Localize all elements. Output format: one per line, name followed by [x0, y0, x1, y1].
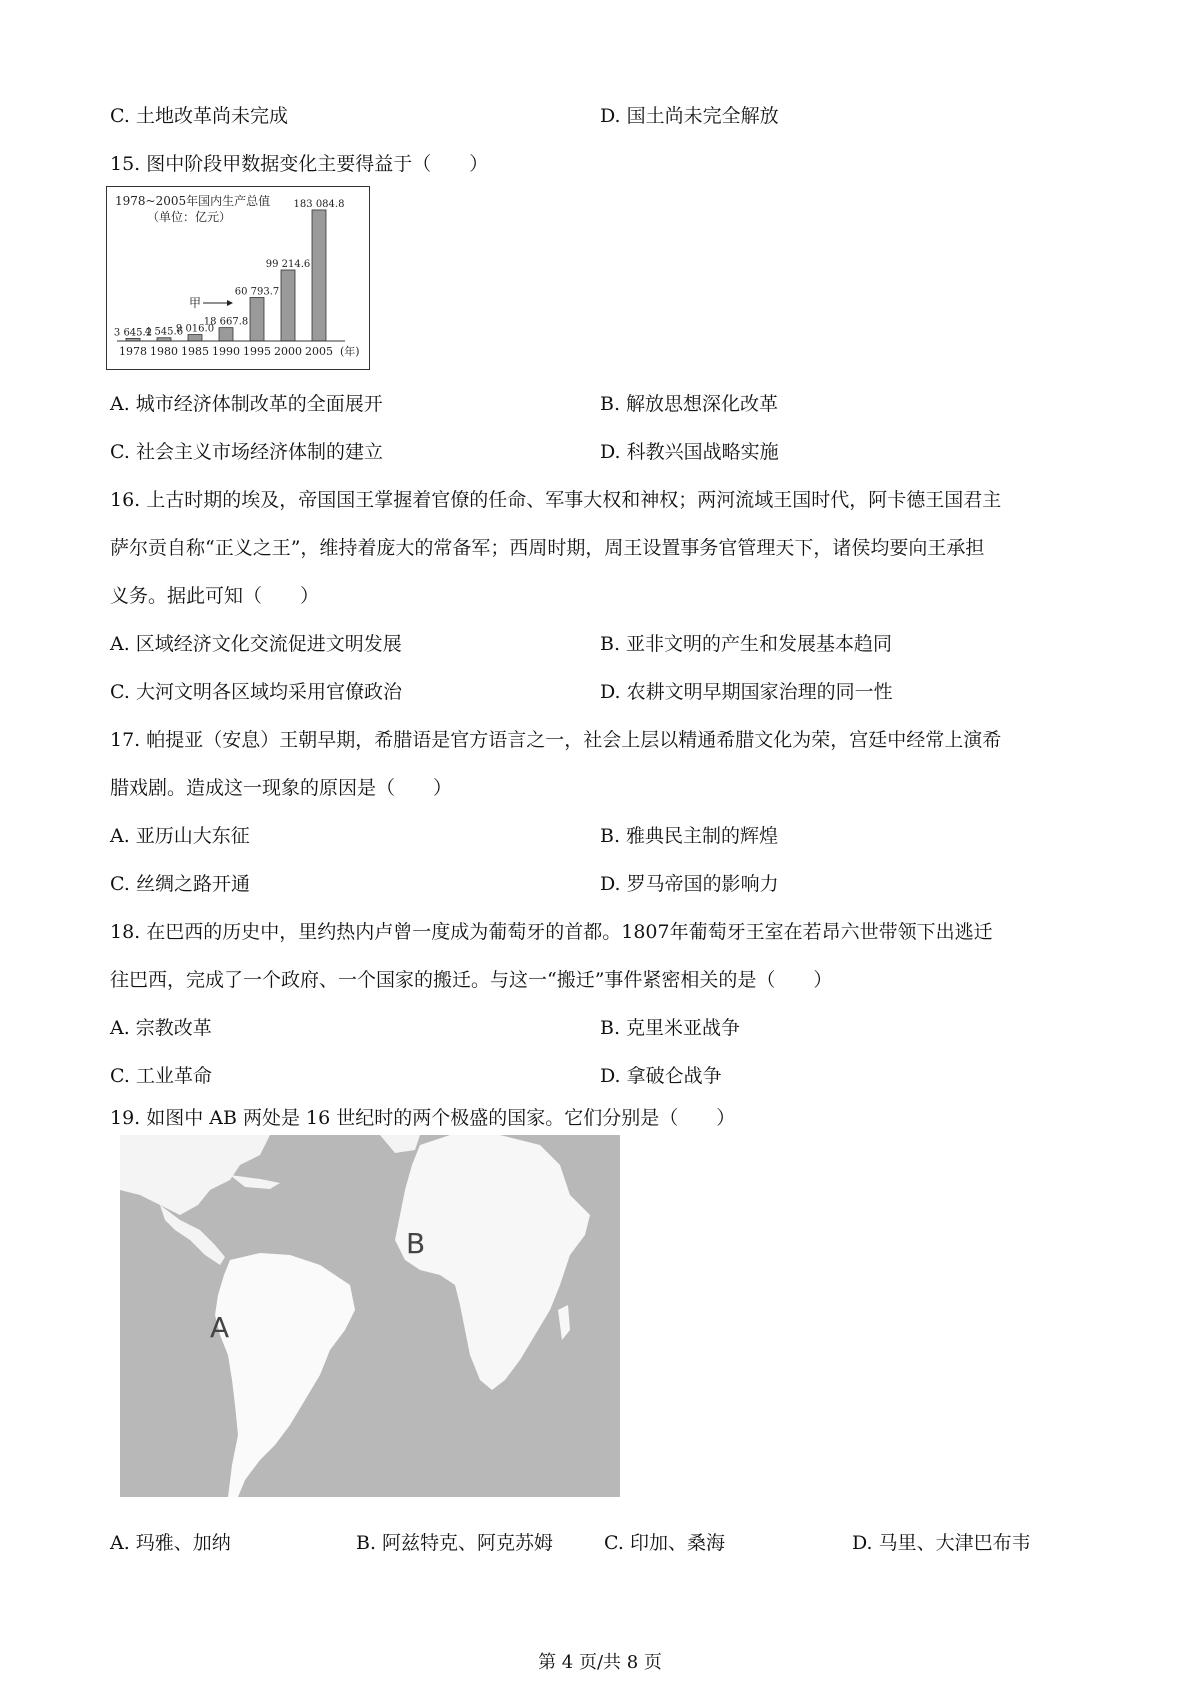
- q19-stem: 19. 如图中 AB 两处是 16 世纪时的两个极盛的国家。它们分别是（ ）: [110, 1107, 736, 1129]
- atlantic-map: [120, 1135, 620, 1497]
- europe-edge-shape: [380, 1135, 420, 1153]
- q17-option-a: A. 亚历山大东征: [110, 825, 250, 847]
- chart-tick-labels: [119, 344, 360, 358]
- q15-option-b: B. 解放思想深化改革: [600, 393, 779, 415]
- q16-stem-line2: 萨尔贡自称“正义之王”，维持着庞大的常备军；西周时期，周王设置事务官管理天下，诸侯均要向王承担: [110, 537, 985, 559]
- map-label-a: A: [210, 1311, 230, 1344]
- q19-option-a: A. 玛雅、加纳: [110, 1532, 231, 1554]
- chart-title: 1978~2005年国内生产总值: [115, 194, 271, 208]
- q16-option-a: A. 区域经济文化交流促进文明发展: [110, 633, 402, 655]
- q19-option-d: D. 马里、大津巴布韦: [852, 1532, 1031, 1554]
- value-label-2000: 99 214.6: [265, 258, 311, 270]
- bar-1990: [219, 328, 233, 341]
- tick-label-1978: 1978: [119, 345, 147, 358]
- africa-shape: [395, 1135, 590, 1390]
- q18-stem-line1: 18. 在巴西的历史中，里约热内卢曾一度成为葡萄牙的首都。1807年葡萄牙王室在若昂六世带领下出逃迁: [110, 921, 993, 943]
- tick-label-1980: 1980: [150, 345, 178, 358]
- q16-option-d: D. 农耕文明早期国家治理的同一性: [600, 681, 893, 703]
- q17-option-c: C. 丝绸之路开通: [110, 873, 250, 895]
- q15-option-a: A. 城市经济体制改革的全面展开: [110, 393, 383, 415]
- q17-stem-line1: 17. 帕提亚（安息）王朝早期，希腊语是官方语言之一，社会上层以精通希腊文化为荣，宫廷中经常上演希: [110, 729, 1002, 751]
- north-america-shape: [120, 1135, 270, 1215]
- q18-option-c: C. 工业革命: [110, 1065, 212, 1087]
- chart-subtitle: （单位：亿元）: [147, 210, 232, 224]
- tick-label-1985: 1985: [181, 345, 209, 358]
- q18-option-d: D. 拿破仑战争: [600, 1065, 722, 1087]
- q18-option-a: A. 宗教改革: [110, 1017, 212, 1039]
- bar-1985: [188, 335, 202, 341]
- gdp-bar-chart: [106, 186, 370, 370]
- q15-option-d: D. 科教兴国战略实施: [600, 441, 779, 463]
- bar-1995: [250, 297, 264, 341]
- tick-label-2005: 2005: [305, 345, 333, 358]
- madagascar-shape: [558, 1305, 570, 1340]
- bar-2005: [312, 210, 326, 341]
- value-label-1985: 9 016.0: [175, 323, 215, 335]
- map-svg: [120, 1135, 620, 1497]
- gdp-chart-svg: [107, 187, 369, 369]
- annotation-jia: 甲: [189, 296, 202, 310]
- q18-stem-line2: 往巴西，完成了一个政府、一个国家的搬迁。与这一“搬迁”事件紧密相关的是（ ）: [110, 969, 833, 991]
- value-label-1995: 60 793.7: [234, 286, 280, 298]
- q19-option-b: B. 阿兹特克、阿克苏姆: [356, 1532, 554, 1554]
- q18-option-b: B. 克里米亚战争: [600, 1017, 741, 1039]
- tick-label-2000: 2000: [274, 345, 302, 358]
- q16-option-b: B. 亚非文明的产生和发展基本趋同: [600, 633, 893, 655]
- south-america-shape: [215, 1253, 355, 1497]
- q19-option-c: C. 印加、桑海: [604, 1532, 725, 1554]
- tick-label-1990: 1990: [212, 345, 240, 358]
- value-label-1978: 3 645.2: [113, 327, 153, 339]
- map-label-b: B: [406, 1227, 426, 1260]
- q17-stem-line2: 腊戏剧。造成这一现象的原因是（ ）: [110, 777, 453, 799]
- value-label-1980: 4 545.6: [144, 326, 184, 338]
- q15-stem: 15. 图中阶段甲数据变化主要得益于（ ）: [110, 153, 489, 175]
- q17-option-d: D. 罗马帝国的影响力: [600, 873, 779, 895]
- annotation-arrowhead: [227, 300, 233, 306]
- page-footer: 第 4 页/共 8 页: [538, 1652, 662, 1673]
- q14-option-d: D. 国土尚未完全解放: [600, 105, 779, 127]
- value-label-2005: 183 084.8: [293, 198, 345, 210]
- caribbean-islands: [230, 1175, 280, 1189]
- q17-option-b: B. 雅典民主制的辉煌: [600, 825, 779, 847]
- value-label-1990: 18 667.8: [203, 316, 249, 328]
- tick-label-1995: 1995: [243, 345, 271, 358]
- q15-option-c: C. 社会主义市场经济体制的建立: [110, 441, 383, 463]
- q16-stem-line1: 16. 上古时期的埃及，帝国国王掌握着官僚的任命、军事大权和神权；两河流域王国时代，阿卡德王国君主: [110, 489, 1002, 511]
- bar-2000: [281, 270, 295, 341]
- x-unit-label: (年): [340, 345, 360, 358]
- q16-stem-line3: 义务。据此可知（ ）: [110, 585, 320, 607]
- q16-option-c: C. 大河文明各区域均采用官僚政治: [110, 681, 402, 703]
- q14-option-c: C. 土地改革尚未完成: [110, 105, 288, 127]
- central-america-shape: [160, 1205, 225, 1265]
